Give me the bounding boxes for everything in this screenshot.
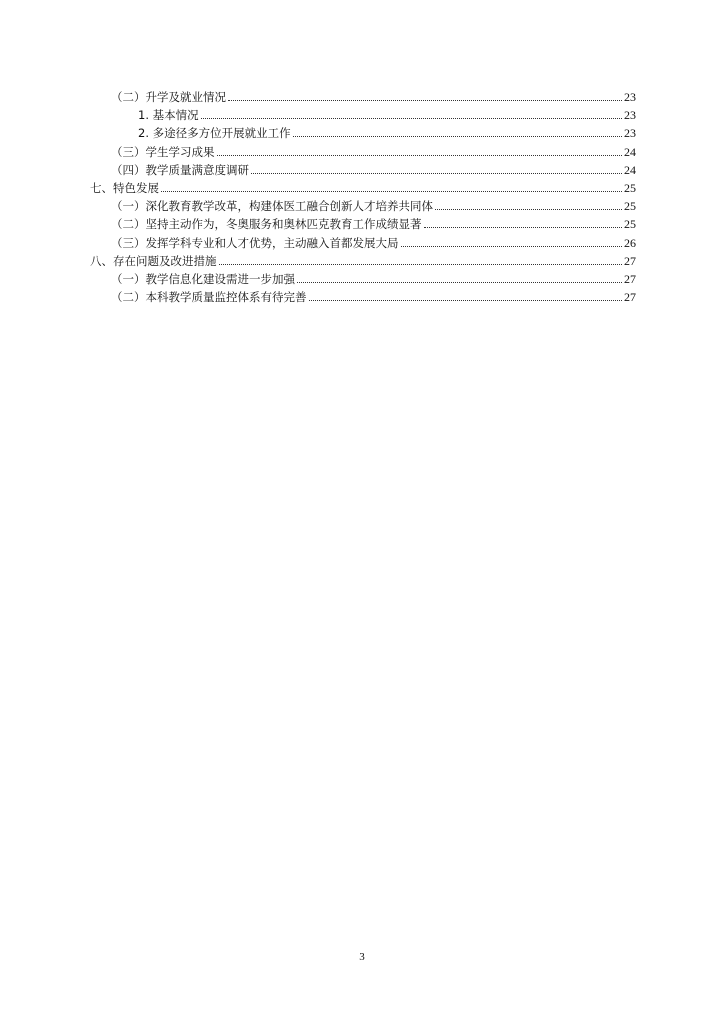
toc-dot-leader bbox=[435, 208, 622, 210]
toc-entry-title: （三）发挥学科专业和人才优势，主动融入首都发展大局 bbox=[111, 235, 399, 250]
toc-entry-title: （一）教学信息化建设需进一步加强 bbox=[111, 271, 295, 286]
toc-entry-title: （一）深化教育教学改革，构建体医工融合创新人才培养共同体 bbox=[111, 199, 433, 214]
toc-entry-title: 1. 基本情况 bbox=[138, 108, 199, 123]
toc-dot-leader bbox=[293, 135, 622, 137]
toc-dot-leader bbox=[161, 190, 622, 192]
table-of-contents bbox=[90, 88, 636, 306]
toc-entry-page: 23 bbox=[624, 126, 636, 141]
toc-entry[interactable] bbox=[90, 234, 636, 252]
toc-entry[interactable] bbox=[90, 197, 636, 215]
toc-entry[interactable] bbox=[90, 88, 636, 106]
toc-dot-leader bbox=[401, 245, 623, 247]
toc-dot-leader bbox=[309, 299, 623, 301]
toc-dot-leader bbox=[201, 117, 622, 119]
toc-dot-leader bbox=[297, 281, 622, 283]
toc-entry-page: 25 bbox=[624, 199, 636, 214]
toc-entry-page: 27 bbox=[624, 253, 636, 268]
page-number: 3 bbox=[359, 951, 365, 963]
toc-dot-leader bbox=[228, 99, 622, 101]
toc-entry-title: （二）坚持主动作为，冬奥服务和奥林匹克教育工作成绩显著 bbox=[111, 217, 422, 232]
toc-entry[interactable] bbox=[90, 161, 636, 179]
toc-entry[interactable] bbox=[90, 215, 636, 233]
toc-entry[interactable] bbox=[90, 179, 636, 197]
toc-entry-title: 八、存在问题及改进措施 bbox=[90, 253, 217, 268]
toc-entry[interactable] bbox=[90, 124, 636, 142]
toc-entry-title: （三）学生学习成果 bbox=[111, 144, 215, 159]
toc-entry-title: 2. 多途径多方位开展就业工作 bbox=[138, 126, 291, 141]
toc-entry-title: （四）教学质量满意度调研 bbox=[111, 162, 249, 177]
toc-entry[interactable] bbox=[90, 252, 636, 270]
toc-entry-title: （二）本科教学质量监控体系有待完善 bbox=[111, 290, 307, 305]
toc-entry[interactable] bbox=[90, 106, 636, 124]
toc-entry-title: （二）升学及就业情况 bbox=[111, 90, 226, 104]
toc-entry-page: 23 bbox=[624, 108, 636, 123]
toc-dot-leader bbox=[251, 172, 622, 174]
toc-entry-page: 26 bbox=[624, 235, 636, 250]
toc-dot-leader bbox=[217, 154, 623, 156]
toc-entry-page: 25 bbox=[624, 180, 636, 195]
toc-entry-page: 24 bbox=[624, 162, 636, 177]
toc-entry[interactable] bbox=[90, 143, 636, 161]
toc-entry-page: 27 bbox=[624, 271, 636, 286]
toc-dot-leader bbox=[219, 263, 623, 265]
toc-entry-page: 23 bbox=[624, 90, 636, 104]
toc-entry-page: 24 bbox=[624, 144, 636, 159]
toc-entry[interactable] bbox=[90, 270, 636, 288]
toc-entry-page: 27 bbox=[624, 290, 636, 305]
toc-dot-leader bbox=[424, 226, 623, 228]
toc-entry-page: 25 bbox=[624, 217, 636, 232]
toc-entry-title: 七、特色发展 bbox=[90, 180, 159, 195]
toc-entry[interactable] bbox=[90, 288, 636, 306]
